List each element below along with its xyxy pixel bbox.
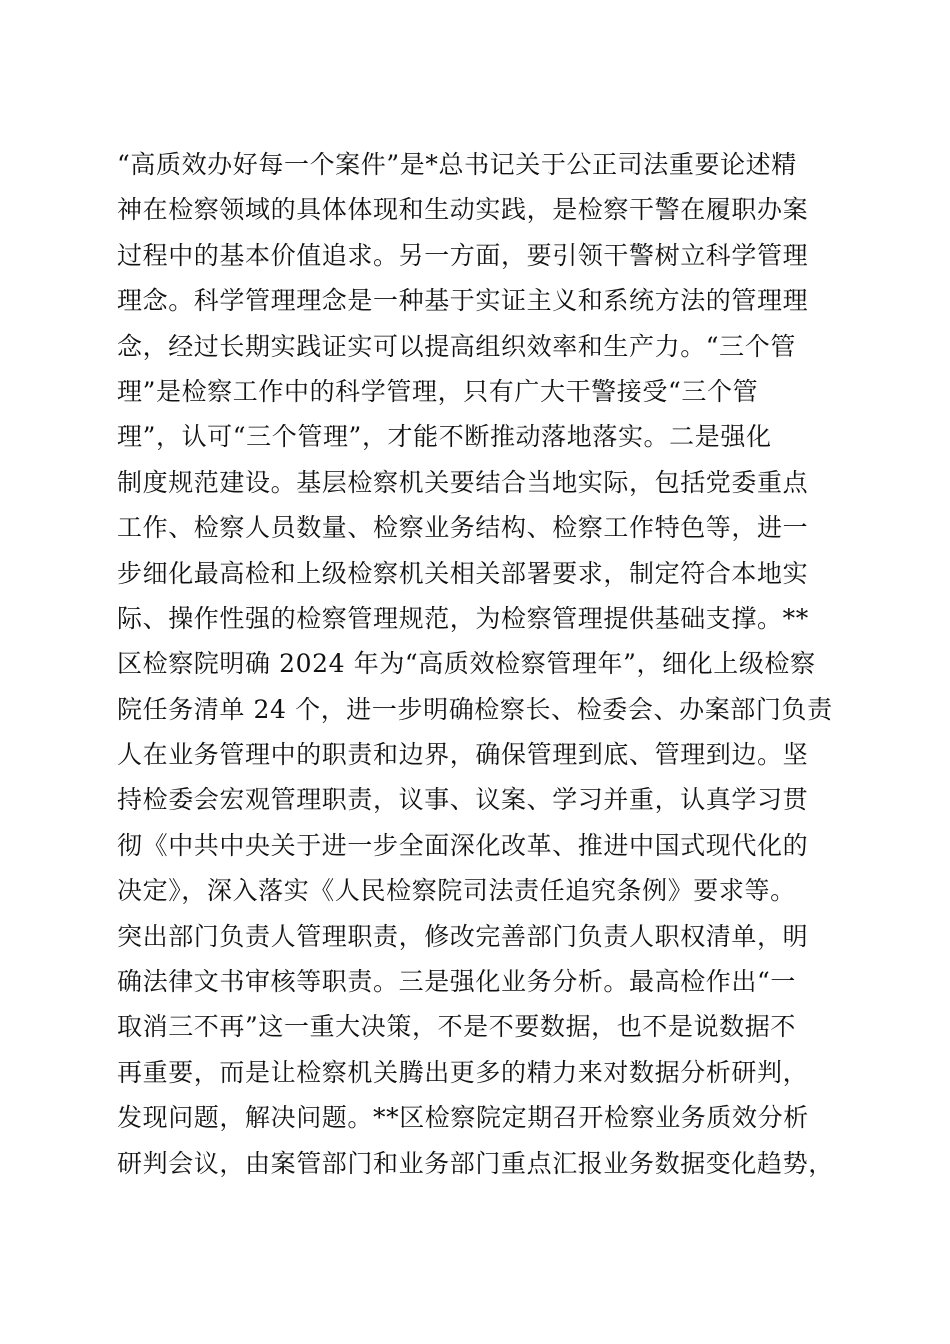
text-line: “高质效办好每一个案件”是*总书记关于公正司法重要论述精 bbox=[117, 150, 797, 179]
text-line: 制度规范建设。基层检察机关要结合当地实际，包括党委重点 bbox=[117, 467, 809, 497]
text-line: 发现问题，解决问题。**区检察院定期召开检察业务质效分析 bbox=[117, 1103, 809, 1133]
text-line: 步细化最高检和上级检察机关相关部署要求，制定符合本地实 bbox=[117, 558, 809, 588]
text-line: 理”是检察工作中的科学管理，只有广大干警接受“三个管 bbox=[117, 376, 759, 406]
text-line: 际、操作性强的检察管理规范，为检察管理提供基础支撑。** bbox=[117, 603, 809, 633]
text-line: 院任务清单 24 个，进一步明确检察长、检委会、办案部门负责 bbox=[117, 694, 833, 724]
text-line: 研判会议，由案管部门和业务部门重点汇报业务数据变化趋势， bbox=[117, 1148, 834, 1178]
text-line: 理”，认可“三个管理”，才能不断推动落地落实。二是强化 bbox=[117, 422, 772, 452]
text-line: 再重要，而是让检察机关腾出更多的精力来对数据分析研判， bbox=[117, 1057, 809, 1087]
text-line: 突出部门负责人管理职责，修改完善部门负责人职权清单，明 bbox=[117, 921, 809, 951]
text-line: 彻《中共中央关于进一步全面深化改革、推进中国式现代化的 bbox=[117, 830, 809, 860]
text-line: 确法律文书审核等职责。三是强化业务分析。最高检作出“一 bbox=[117, 967, 796, 997]
text-line: 人在业务管理中的职责和边界，确保管理到底、管理到边。坚 bbox=[117, 740, 809, 770]
text-line: 理念。科学管理理念是一种基于实证主义和系统方法的管理理 bbox=[117, 286, 809, 316]
text-line: 神在检察领域的具体体现和生动实践，是检察干警在履职办案 bbox=[117, 195, 809, 225]
text-line: 工作、检察人员数量、检察业务结构、检察工作特色等，进一 bbox=[117, 513, 809, 543]
text-line: 念，经过长期实践证实可以提高组织效率和生产力。“三个管 bbox=[117, 331, 796, 361]
text-line: 过程中的基本价值追求。另一方面，要引领干警树立科学管理 bbox=[117, 240, 809, 270]
text-line: 区检察院明确 2024 年为“高质效检察管理年”，细化上级检察 bbox=[117, 649, 816, 679]
text-line: 持检委会宏观管理职责，议事、议案、学习并重，认真学习贯 bbox=[117, 785, 809, 815]
body-paragraph bbox=[117, 142, 837, 1186]
text-line: 取消三不再”这一重大决策，不是不要数据，也不是说数据不 bbox=[117, 1012, 796, 1042]
text-line: 决定》，深入落实《人民检察院司法责任追究条例》要求等。 bbox=[117, 876, 796, 906]
